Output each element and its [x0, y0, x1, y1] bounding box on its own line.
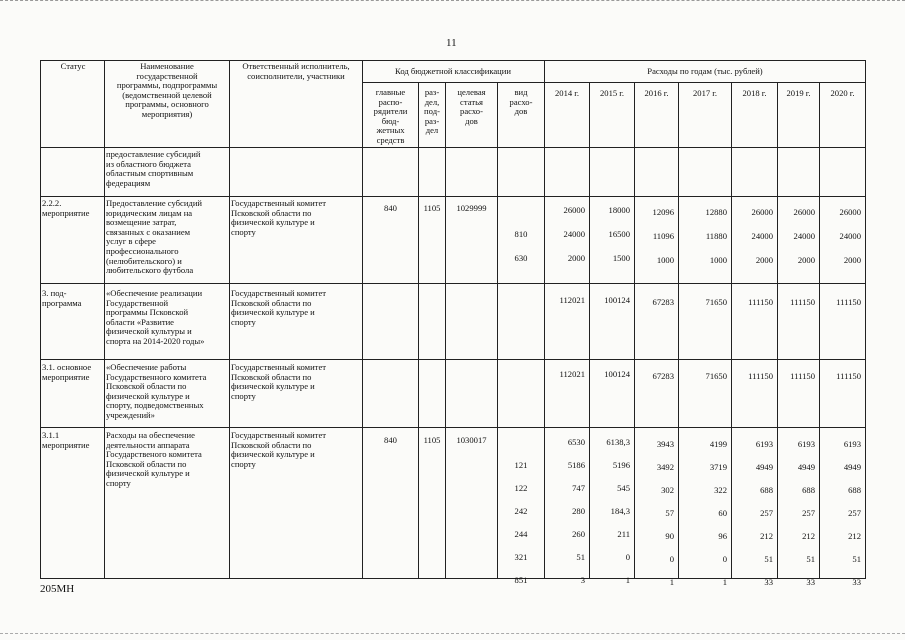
row-year-value: 33 [806, 577, 815, 587]
row-year-value: 51 [852, 554, 861, 564]
row-executor: Государственный комитет Псковской области по физической культуре и спорту [231, 430, 327, 469]
row-name: Предоставление субсидий юридическим лицам на возмещение затрат, связанных с оказанием услуг в сфере профессионального (нелюбительского) и любительского футбола [106, 198, 203, 276]
header-executor: Ответственный исполнитель, соисполнители, участники [242, 61, 350, 81]
row-year-value: 71650 [705, 371, 727, 381]
row-executor: Государственный комитет Псковской области по физической культуре и спорту [231, 198, 327, 237]
header-kbk-col: главные распо- рядители бюд- жетных средств [373, 87, 408, 145]
header-year: 2016 г. [644, 88, 669, 98]
row-expense-type: 122 [514, 483, 528, 493]
row-year-value: 111150 [790, 371, 815, 381]
row-year-value: 747 [572, 483, 585, 493]
row-expense-type: 321 [514, 552, 528, 562]
row-year-value: 12880 [705, 207, 727, 217]
row-year-value: 51 [576, 552, 585, 562]
row-rzpr: 1105 [423, 435, 441, 445]
row-year-value: 2000 [797, 255, 815, 265]
row-year-value: 33 [852, 577, 861, 587]
row-year-value: 3719 [709, 462, 727, 472]
row-year-value: 57 [665, 508, 674, 518]
row-year-value: 4949 [797, 462, 815, 472]
row-year-value: 6530 [567, 437, 585, 447]
row-year-value: 24000 [793, 231, 815, 241]
row-name: «Обеспечение реализации Государственной программы Псковской области «Развитие физической культуры и спорта на 2014-2020 годы» [106, 288, 205, 346]
row-year-value: 71650 [705, 297, 727, 307]
row-year-value: 211 [617, 529, 630, 539]
row-year-value: 212 [760, 531, 773, 541]
header-expenses: Расходы по годам (тыс. рублей) [647, 66, 763, 76]
row-name: «Обеспечение работы Государственного комитета Псковской области по физической культуре и спорту, подведомственных учреждений» [106, 362, 207, 420]
row-year-value: 112021 [559, 369, 585, 379]
row-year-value: 302 [661, 485, 674, 495]
row-year-value: 111150 [748, 297, 773, 307]
row-year-value: 545 [617, 483, 630, 493]
row-year-value: 257 [760, 508, 773, 518]
row-year-value: 11880 [705, 231, 727, 241]
row-year-value: 51 [806, 554, 815, 564]
row-year-value: 2000 [755, 255, 773, 265]
row-year-value: 51 [764, 554, 773, 564]
row-year-value: 0 [722, 554, 727, 564]
row-year-value: 184,3 [610, 506, 630, 516]
row-year-value: 11096 [652, 231, 674, 241]
row-year-value: 3943 [656, 439, 674, 449]
row-year-value: 111150 [836, 371, 861, 381]
row-year-value: 0 [669, 554, 674, 564]
row-year-value: 4199 [709, 439, 727, 449]
row-year-value: 96 [718, 531, 727, 541]
row-year-value: 6193 [843, 439, 861, 449]
row-name: предоставление субсидий из областного бюджета областным спортивным федерациям [106, 149, 201, 188]
row-year-value: 4949 [755, 462, 773, 472]
row-year-value: 26000 [751, 207, 773, 217]
row-year-value: 24000 [839, 231, 861, 241]
row-expense-type: 851 [514, 575, 528, 585]
row-year-value: 6193 [797, 439, 815, 449]
row-year-value: 1500 [612, 253, 630, 263]
row-year-value: 5186 [567, 460, 585, 470]
row-year-value: 90 [665, 531, 674, 541]
row-status: 3.1. основное мероприятие [42, 362, 92, 382]
page-number: 11 [446, 37, 457, 49]
row-target-article: 1029999 [456, 203, 487, 213]
row-year-value: 24000 [563, 229, 585, 239]
row-year-value: 212 [848, 531, 861, 541]
row-year-value: 0 [625, 552, 630, 562]
row-expense-type: 244 [514, 529, 528, 539]
row-status: 3. под- программа [42, 288, 82, 308]
header-kbk-col: раз- дел, под- раз- дел [424, 87, 440, 136]
header-year: 2019 г. [786, 88, 811, 98]
row-expense-type: 630 [514, 253, 528, 263]
row-expense-type: 242 [514, 506, 528, 516]
row-year-value: 257 [802, 508, 815, 518]
row-year-value: 212 [802, 531, 815, 541]
row-year-value: 12096 [652, 207, 674, 217]
header-year: 2015 г. [599, 88, 625, 98]
header-kbk-col: вид расхо- дов [509, 87, 533, 117]
row-year-value: 260 [572, 529, 585, 539]
row-year-value: 16500 [608, 229, 630, 239]
row-executor: Государственный комитет Псковской области по физической культуре и спорту [231, 288, 327, 327]
row-name: Расходы на обеспечение деятельности аппарата Государственого комитета Псковской области по физической культуре и спорту [106, 430, 202, 488]
row-rzpr: 1105 [423, 203, 441, 213]
header-year: 2014 г. [554, 88, 580, 98]
row-year-value: 67283 [652, 297, 674, 307]
row-year-value: 257 [848, 508, 861, 518]
row-year-value: 5196 [612, 460, 630, 470]
row-year-value: 1 [722, 577, 727, 587]
row-grbs: 840 [384, 203, 397, 213]
row-status: 3.1.1 мероприятие [42, 430, 90, 450]
row-year-value: 3 [580, 575, 585, 585]
row-expense-type: 121 [514, 460, 528, 470]
row-expense-type: 810 [514, 229, 528, 239]
row-status: 2.2.2. мероприятие [42, 198, 90, 218]
header-kbk-col: целевая статья расхо- дов [457, 87, 486, 126]
row-year-value: 1000 [656, 255, 674, 265]
row-year-value: 322 [714, 485, 727, 495]
header-year: 2017 г. [692, 88, 718, 98]
row-year-value: 111150 [836, 297, 861, 307]
row-year-value: 6193 [755, 439, 773, 449]
row-year-value: 18000 [608, 205, 630, 215]
row-year-value: 100124 [604, 295, 630, 305]
row-target-article: 1030017 [456, 435, 487, 445]
header-status: Статус [60, 61, 86, 71]
header-year: 2018 г. [742, 88, 767, 98]
row-year-value: 26000 [793, 207, 815, 217]
row-grbs: 840 [384, 435, 397, 445]
row-year-value: 24000 [751, 231, 773, 241]
row-year-value: 111150 [790, 297, 815, 307]
row-year-value: 3492 [656, 462, 674, 472]
header-kbk: Код бюджетной классификации [395, 66, 511, 76]
row-year-value: 26000 [563, 205, 585, 215]
row-year-value: 6138,3 [606, 437, 630, 447]
header-name: Наименование государственной программы, подпрограммы (ведомственной целевой программы, основного мероприятия) [116, 61, 218, 119]
row-year-value: 2000 [567, 253, 585, 263]
row-year-value: 688 [760, 485, 773, 495]
row-year-value: 1 [669, 577, 674, 587]
row-executor: Государственный комитет Псковской области по физической культуре и спорту [231, 362, 327, 401]
row-year-value: 1000 [709, 255, 727, 265]
row-year-value: 2000 [843, 255, 861, 265]
row-year-value: 100124 [604, 369, 630, 379]
row-year-value: 1 [625, 575, 630, 585]
scan-edge-bottom [0, 633, 905, 634]
row-year-value: 112021 [559, 295, 585, 305]
row-year-value: 60 [718, 508, 727, 518]
row-year-value: 111150 [748, 371, 773, 381]
row-year-value: 688 [802, 485, 815, 495]
row-year-value: 4949 [843, 462, 861, 472]
row-year-value: 33 [764, 577, 773, 587]
row-year-value: 67283 [652, 371, 674, 381]
row-year-value: 26000 [839, 207, 861, 217]
row-year-value: 688 [848, 485, 861, 495]
header-year: 2020 г. [830, 88, 855, 98]
document-code: 205МН [40, 583, 75, 595]
row-year-value: 280 [572, 506, 585, 516]
